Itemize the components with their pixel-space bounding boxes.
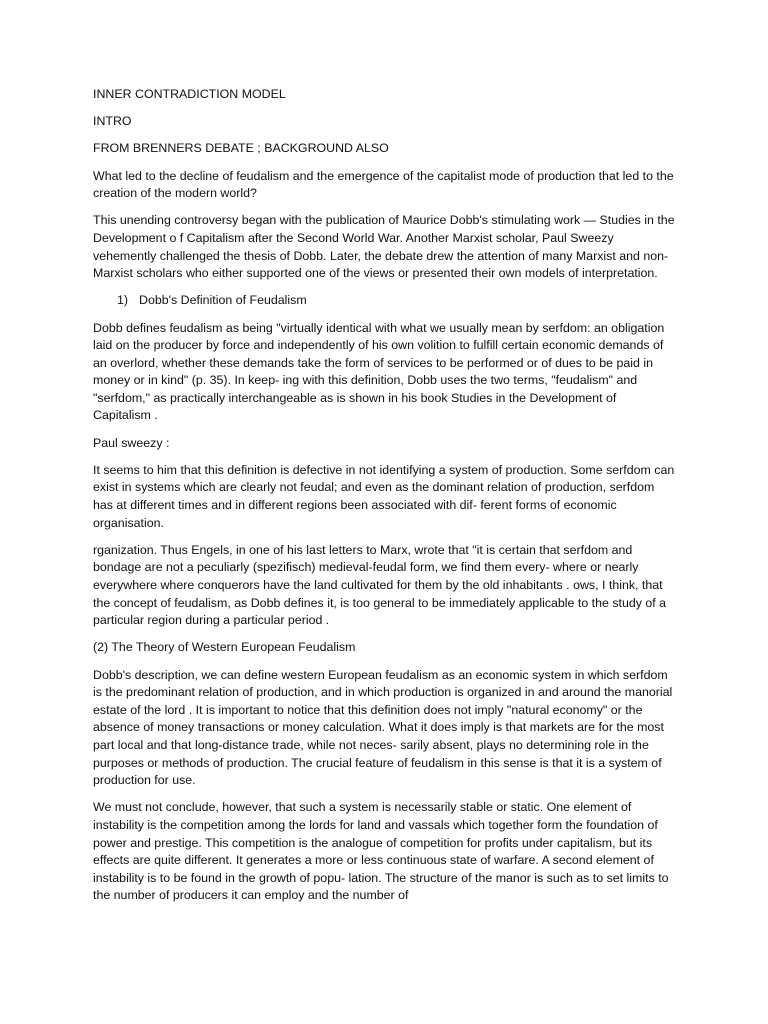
source-note: FROM BRENNERS DEBATE ; BACKGROUND ALSO (93, 141, 389, 156)
section-2-title: (2) The Theory of Western European Feudalism (93, 640, 356, 655)
section-1-title: Dobb's Definition of Feudalism (139, 293, 307, 308)
section-1-number: 1) (117, 293, 129, 308)
document-page (93, 86, 677, 914)
sweezy-label: Paul sweezy : (93, 435, 170, 450)
controversy-paragraph: This unending controversy began with the publication of Maurice Dobb's stimulating work — Studies in the Development o f Capitalism after the Second World War. Another Marxist scholar, Paul Sweezy vehemently challenged the thesis of Dobb. Later, the debate drew the attention of many Marxist and non-Marxist scholars who either supported one of the views or presented their own models of interpretation. (93, 213, 675, 281)
dobb-definition-paragraph: Dobb defines feudalism as being "virtually identical with what we usually mean by serfdom: an obligation laid on the producer by force and independently of his own volition to fulfill certain economic demands of an overlord, whether these demands take the form of services to be performed or of dues to be paid in money or in kind" (p. 35). In keep- ing with this definition, Dobb uses the two terms, "feudalism" and "serfdom," as practically interchangeable as is shown in his book Studies in the Development of Capitalism . (93, 320, 665, 423)
intro-heading: INTRO (93, 114, 132, 129)
sweezy-paragraph: It seems to him that this definition is defective in not identifying a system of production. Some serfdom can exist in systems which are clearly not feudal; and even as the dominant relation of production, serfdom has at different times and in different regions been associated with dif- ferent forms of economic organisation. (93, 462, 675, 530)
instability-paragraph: We must not conclude, however, that such a system is necessarily stable or static. One element of instability is the competition among the lords for land and vassals which together form the foundation of power and prestige. This competition is the analogue of competition for profits under capitalism, but its effects are quite different. It generates a more or less continuous state of warfare. A second element of instability is to be found in the growth of popu- lation. The structure of the manor is such as to set limits to the number of producers it can employ and the number of (93, 800, 669, 903)
section-1-heading (93, 292, 677, 310)
document-title: INNER CONTRADICTION MODEL (93, 87, 286, 101)
western-feudalism-paragraph: Dobb's description, we can define western European feudalism as an economic system in which serfdom is the predominant relation of production, and in which production is organized in and around the manorial estate of the lord . It is important to notice that this definition does not imply "natural economy" or the absence of money transactions or money calculation. What it does imply is that markets are for the most part local and that long-distance trade, while not neces- sarily absent, plays no determining role in the purposes or methods of production. The crucial feature of feudalism in this sense is that it is a system of production for use. (93, 667, 673, 788)
engels-paragraph: rganization. Thus Engels, in one of his last letters to Marx, wrote that "it is certain that serfdom and bondage are not a peculiarly (spezifisch) medieval-feudal form, we find them every- where or nearly everywhere where conquerors have the land cultivated for them by the old inhabitants . ows, I think, that the concept of feudalism, as Dobb defines it, is too general to be immediately applicable to the study of a particular region during a particular period . (93, 542, 667, 628)
question-paragraph: What led to the decline of feudalism and the emergence of the capitalist mode of production that led to the creation of the modern world? (93, 168, 674, 201)
